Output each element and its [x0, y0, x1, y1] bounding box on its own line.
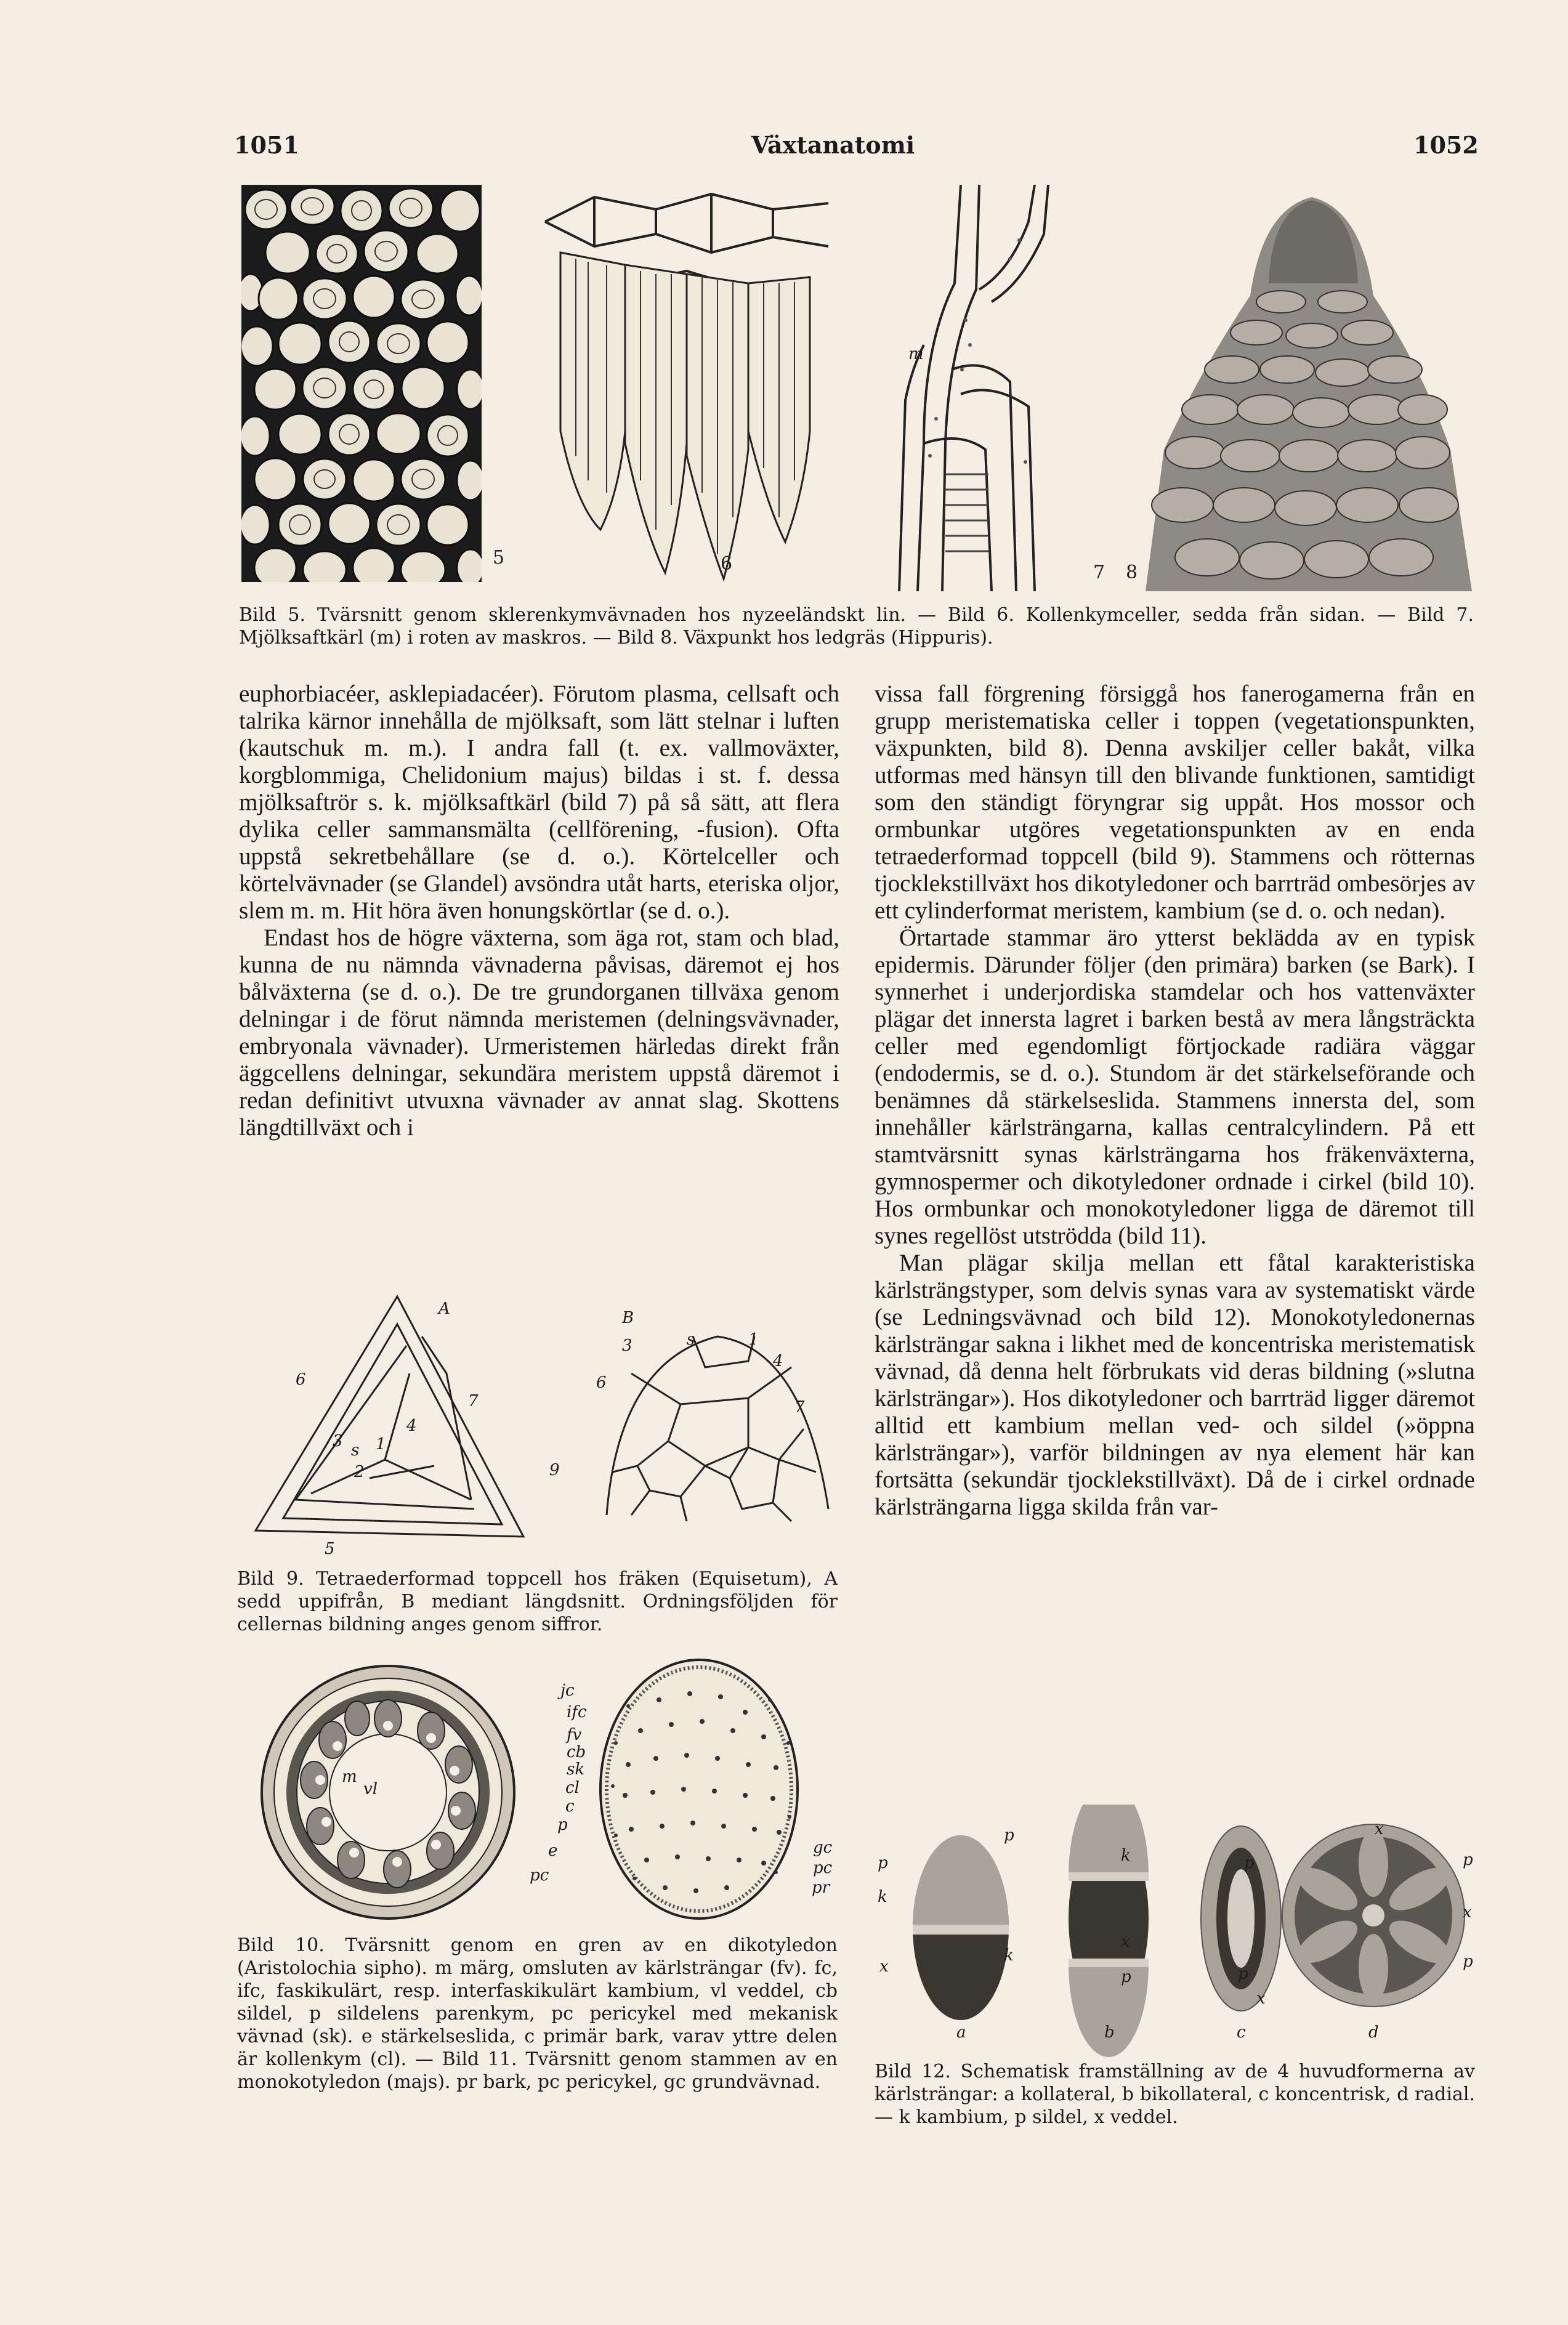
figure-11-label-pr: pr: [812, 1878, 830, 1897]
right-paragraph-2: Örtartade stammar äro ytterst beklädda av en typisk epidermis. Därunder följer (den primära) barken (se Bark). I synnerhet i underjordiska stamdelar och hos vattenväxter plägar det innersta lagret i barken bestå av mera långsträckta celler med egendomligt förtjockade radiära väggar (endodermis, se d. o.). Stundom är det stärkelseförande och benämnes då stärkelseslida. Stammens innersta del, som innehåller kärlsträngarna, kallas centralcylindern. På ett stamtvärsnitt synas kärlsträngarna hos fräkenväxterna, gymnospermer och dikotyledoner ordnade i cirkel (bild 10). Hos ormbunkar och monokotyledoner ligga de däremot till synes regellöst utströdda (bild 11).: [875, 924, 1475, 1249]
page-title: Växtanatomi: [751, 131, 915, 159]
figure-10-label-pc: pc: [530, 1866, 549, 1885]
figure-11-label-gc: gc: [813, 1838, 833, 1857]
left-paragraph-1: euphorbiacéer, asklepiadacéer). Förutom plasma, cellsaft och talrika kärnor innehålla de mjölksaft, som lätt stelnar i luften (kautschuk m. m.). I andra fall (t. ex. vallmoväxter, korgblommiga, Chelidonium majus) bildas i st. f. dessa mjölksaftrör s. k. mjölksaftkärl (bild 7) på så sätt, att flera dylika celler sammansmälta (cellförening, -fusion). Ofta uppstå sekretbehållare (se d. o.). Körtelceller och körtelvävnader (se Glandel) avsöndra utåt harts, eteriska oljor, slem m. m. Hit höra även honungskörtlar (se d. o.).: [239, 681, 839, 924]
figure-10-label-cl: cl: [565, 1779, 580, 1797]
figure-12-a-label-p: p: [878, 1854, 888, 1872]
right-paragraph-3: Man plägar skilja mellan ett fåtal karakteristiska kärlsträngstyper, som delvis synas vara av systematiskt värde (se Ledningsvävnad och bild 12). Monokotyledonernas kärlsträngar sakna i likhet med de koncentriska meristematisk vävnad, då denna helt förbrukats vid deras bildning (»slutna kärlsträngar»). Hos dikotyledoner och barrträd ligger däremot alltid ett kambium mellan ved- och sildel (»öppna kärlsträngar»), varför bildningen av nya element här kan fortsätta (sekundär tjocklekstillväxt). Då de i cirkel ordnade kärlsträngarna ligga skilda från var-: [875, 1250, 1475, 1520]
figure-7-latex-vessels: [887, 185, 1072, 591]
figure-12-a-label-k: k: [878, 1888, 887, 1906]
figure-10-label-p: p: [557, 1816, 568, 1834]
figure-9-label-5: 5: [325, 1540, 335, 1558]
figure-9-label-B4: 4: [773, 1352, 783, 1370]
figure-12-d-label-x: x: [1375, 1820, 1384, 1838]
figure-12-d-label-x3: x: [1256, 1989, 1266, 2008]
figure-12-a-label-x: x: [879, 1957, 889, 1976]
figure-9-label-B1: 1: [748, 1330, 759, 1349]
figure-8-growing-point: [1139, 185, 1475, 591]
figure-12-caption: Bild 12. Schematisk framställning av de 4 huvudformerna av kärlsträngar: a kollateral, b bikollateral, c koncentrisk, d radial. — k kambium, p sildel, x veddel.: [875, 2061, 1475, 2128]
figure-10-label-e: e: [548, 1842, 558, 1860]
top-figures-caption: Bild 5. Tvärsnitt genom sklerenkymvävnaden hos nyzeeländskt lin. — Bild 6. Kollenkymceller, sedda från sidan. — Bild 7. Mjölksaftkärl (m) i roten av maskros. — Bild 8. Växpunkt hos ledgräs (Hippuris).: [239, 604, 1474, 649]
figure-11-monocot-stem: [591, 1651, 813, 1928]
figure-6-collenchyma: [527, 185, 847, 585]
figure-12-c-label-p: p: [1121, 1968, 1131, 1986]
figure-9-label-B: B: [622, 1309, 634, 1327]
figure-9-label-s: s: [351, 1441, 360, 1460]
figure-10-label-fv: fv: [567, 1726, 582, 1744]
figure-9-label-B6: 6: [596, 1373, 607, 1392]
left-column: [239, 681, 839, 1141]
figure-12-b-label-k2: k: [1004, 1946, 1014, 1965]
figure-10-label-vl: vl: [363, 1780, 378, 1798]
figure-9-label-4: 4: [406, 1417, 417, 1435]
figure-9-label-6: 6: [296, 1370, 306, 1389]
figure-12-d-label-p: p: [1244, 1854, 1255, 1872]
figure-12-letter-d: d: [1368, 2023, 1379, 2042]
figure-9-label-7: 7: [468, 1392, 479, 1410]
right-page-number: 1052: [1413, 131, 1479, 159]
figure-12-b-label-x: x: [1121, 1933, 1130, 1951]
figure-10-11-caption: Bild 10. Tvärsnitt genom en gren av en dikotyledon (Aristolochia sipho). m märg, omsluten av kärlsträngar (fv). fc, ifc, faskikulärt, resp. interfaskikulärt kambium, vl veddel, cb sildel, p sildelens parenkym, pc pericykel med mekanisk vävnad (sk). e stärkelseslida, c primär bark, varav yttre delen är kollenkym (cl). — Bild 11. Tvärsnitt genom stammen av en monokotyledon (majs). pr bark, pc pericykel, gc grundvävnad.: [237, 1935, 838, 2093]
figure-10-label-cb: cb: [567, 1743, 586, 1761]
figure-10-dicot-stem: [246, 1657, 554, 1928]
figure-number-6: 6: [721, 553, 733, 575]
figure-9-tetrahedral-apical-cell: [237, 1287, 841, 1558]
figure-12-b-label-p: p: [1004, 1826, 1014, 1845]
figure-9-label-2: 2: [354, 1463, 365, 1481]
figure-number-8: 8: [1126, 562, 1138, 583]
figure-7-m-label: m: [908, 345, 924, 363]
right-column: [875, 681, 1475, 1521]
figure-9-label-B9: 9: [549, 1461, 560, 1479]
figure-10-label-sk: sk: [567, 1760, 585, 1779]
figure-11-label-pc: pc: [813, 1859, 833, 1877]
figure-9-label-1: 1: [376, 1435, 386, 1454]
figure-12-d-label-p2: p: [1463, 1851, 1473, 1869]
figure-12-b-label-k: k: [1121, 1846, 1131, 1865]
figure-9-label-A: A: [438, 1300, 450, 1318]
figure-10-label-m: m: [342, 1768, 357, 1786]
figure-10-label-ifc: ifc: [567, 1703, 587, 1721]
figure-number-7: 7: [1093, 562, 1105, 583]
figure-10-label-c: c: [565, 1797, 575, 1816]
figure-5-sclerenchyma: [241, 185, 482, 582]
figure-9-caption: Bild 9. Tetraederformad toppcell hos fräken (Equisetum), A sedd uppifrån, B mediant längdsnitt. Ordningsföljden för cellernas bildning anges genom siffror.: [237, 1568, 838, 1635]
figure-12-letter-c: c: [1237, 2023, 1246, 2042]
figure-12-d-label-x2: x: [1463, 1903, 1472, 1922]
left-page-number: 1051: [234, 131, 299, 159]
figure-9-label-B3: 3: [622, 1336, 632, 1355]
figure-9-label-Bs: s: [687, 1330, 695, 1349]
figure-number-5: 5: [493, 547, 505, 568]
figure-9-label-3: 3: [333, 1432, 343, 1450]
figure-9-label-B7: 7: [794, 1398, 805, 1417]
figure-12-letter-b: b: [1104, 2023, 1115, 2042]
figure-12-d-label-p4: p: [1238, 1965, 1248, 1983]
figure-12-letter-a: a: [956, 2023, 966, 2042]
figure-10-label-jc: jc: [560, 1681, 575, 1700]
right-paragraph-1: vissa fall förgrening försiggå hos fanerogamerna från en grupp meristematiska celler i toppen (vegetationspunkten, växpunkten, bild 8). Denna avskiljer celler bakåt, vilka utformas med hänsyn till den blivande funktionen, samtidigt som den ständigt föryngrar sig uppåt. Hos mossor och ormbunkar utgöres vegetationspunkten av en enda tetraederformad toppcell (bild 9). Stammens och rötternas tjocklekstillväxt hos dikotyledoner och barrträd ombesörjes av ett cylinderformat meristem, kambium (se d. o. och nedan).: [875, 681, 1475, 924]
left-paragraph-2: Endast hos de högre växterna, som äga rot, stam och blad, kunna de nu nämnda vävnaderna påvisas, däremot ej hos bålväxterna (se d. o.). De tre grundorganen tillväxa genom delningar i de förut nämnda meristemen (delningsvävnader, embryonala vävnader). Urmeristemen härledas direkt från äggcellens delningar, sekundära meristem uppstå däremot i redan definitivt utvuxna vävnader av annat slag. Skottens längdtillväxt och i: [239, 924, 839, 1141]
figure-12-d-label-p3: p: [1463, 1952, 1473, 1971]
